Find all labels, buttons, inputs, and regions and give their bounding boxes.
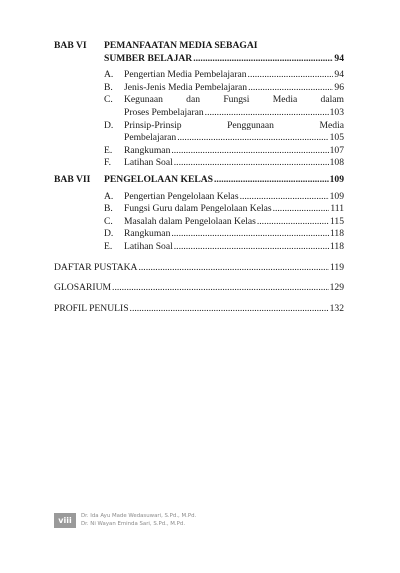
author-credits	[81, 512, 196, 528]
subentry-letter: B.	[104, 203, 113, 215]
author-2: Dr. Ni Wayan Eminda Sari, S.Pd., M.Pd.	[81, 521, 186, 527]
subentry-title: Rangkuman .....	[124, 228, 329, 241]
subentry-title-line-1: Kegunaan dan Fungsi Media dalam	[124, 94, 344, 106]
table-of-contents	[54, 40, 344, 315]
toc-entry-profil-penulis[interactable]	[54, 303, 344, 316]
page-number: 119	[329, 261, 344, 273]
toc-subentry[interactable]	[104, 241, 344, 254]
subentry-title: Latihan Soal .....	[124, 241, 329, 254]
page-number: 107	[329, 144, 344, 156]
chapter-number: BAB VI	[54, 40, 87, 51]
chapter-title-line-1: PEMANFAATAN MEDIA SEBAGAI	[104, 40, 258, 51]
toc-subentry[interactable]	[104, 145, 344, 158]
chapter-number: BAB VII	[54, 173, 91, 185]
toc-subentry[interactable]	[104, 191, 344, 204]
page-number-badge: viii	[54, 513, 76, 528]
chapter-bab-vi	[54, 40, 344, 65]
page-number: 94	[334, 52, 344, 64]
subentry-letter: F.	[104, 157, 111, 169]
page-number: 94	[334, 69, 344, 81]
toc-subentry[interactable]	[104, 228, 344, 241]
toc-entry[interactable]	[104, 174, 344, 187]
chapter-title: PENGELOLAAN KELAS .....	[104, 174, 329, 187]
toc-subentry[interactable]	[104, 203, 344, 216]
page-number: 96	[334, 81, 344, 93]
entry-title: GLOSARIUM .....	[54, 282, 329, 295]
toc-subentry[interactable]	[104, 94, 344, 119]
toc-subentry[interactable]	[104, 216, 344, 229]
subentry-letter: A.	[104, 69, 114, 81]
subentry-letter: D.	[104, 119, 114, 131]
subentry-letter: C.	[104, 94, 113, 106]
subentry-letter: B.	[104, 81, 113, 93]
toc-subentry[interactable]	[104, 69, 344, 82]
toc-entry-daftar-pustaka[interactable]	[54, 262, 344, 275]
subentry-letter: E.	[104, 144, 113, 156]
subentry-title: Pengertian Pengelolaan Kelas .....	[124, 191, 329, 204]
subentry-title: Masalah dalam Pengelolaan Kelas .....	[124, 216, 329, 229]
chapter-title-line-2: SUMBER BELAJAR .....	[104, 53, 333, 66]
page-number: 109	[329, 173, 344, 185]
page-number: 109	[329, 190, 344, 202]
subentry-title: Pengertian Media Pembelajaran .....	[124, 69, 333, 82]
subentry-letter: E.	[104, 240, 113, 252]
page-number: 105	[329, 132, 344, 144]
page-number: 118	[329, 240, 344, 252]
entry-title: PROFIL PENULIS .....	[54, 303, 329, 316]
toc-subentry[interactable]	[104, 120, 344, 145]
subentry-title: Fungsi Guru dalam Pengelolaan Kelas .....	[124, 203, 329, 216]
subentry-letter: C.	[104, 215, 113, 227]
toc-entry-glosarium[interactable]	[54, 282, 344, 295]
subentry-title-line-2: Proses Pembelajaran .....	[124, 107, 329, 120]
subentry-title: Rangkuman .....	[124, 145, 329, 158]
page-number: 115	[329, 215, 344, 227]
subentry-letter: A.	[104, 190, 114, 202]
subentry-title-line-1: Prinsip-Prinsip Penggunaan Media	[124, 119, 344, 131]
subentry-letter: D.	[104, 228, 114, 240]
entry-title: DAFTAR PUSTAKA .....	[54, 262, 329, 275]
toc-entry[interactable]	[104, 53, 344, 66]
page-number: 108	[329, 157, 344, 169]
page-footer	[54, 512, 196, 528]
page-number: 132	[329, 302, 344, 314]
toc-subentry[interactable]	[104, 82, 344, 95]
chapter-bab-vii	[54, 174, 344, 187]
page-number: 118	[329, 228, 344, 240]
author-1: Dr. Ida Ayu Made Wedasuwari, S.Pd., M.Pd.	[81, 513, 197, 519]
page-number: 103	[329, 106, 344, 118]
toc-subentry[interactable]	[104, 157, 344, 170]
subentry-title: Latihan Soal .....	[124, 157, 329, 170]
subentry-title: Jenis-Jenis Media Pembelajaran .....	[124, 82, 333, 95]
page-number: 129	[329, 282, 344, 294]
back-matter	[54, 262, 344, 316]
subentry-title-line-2: Pembelajaran .....	[124, 132, 329, 145]
page-number: 111	[330, 203, 344, 215]
